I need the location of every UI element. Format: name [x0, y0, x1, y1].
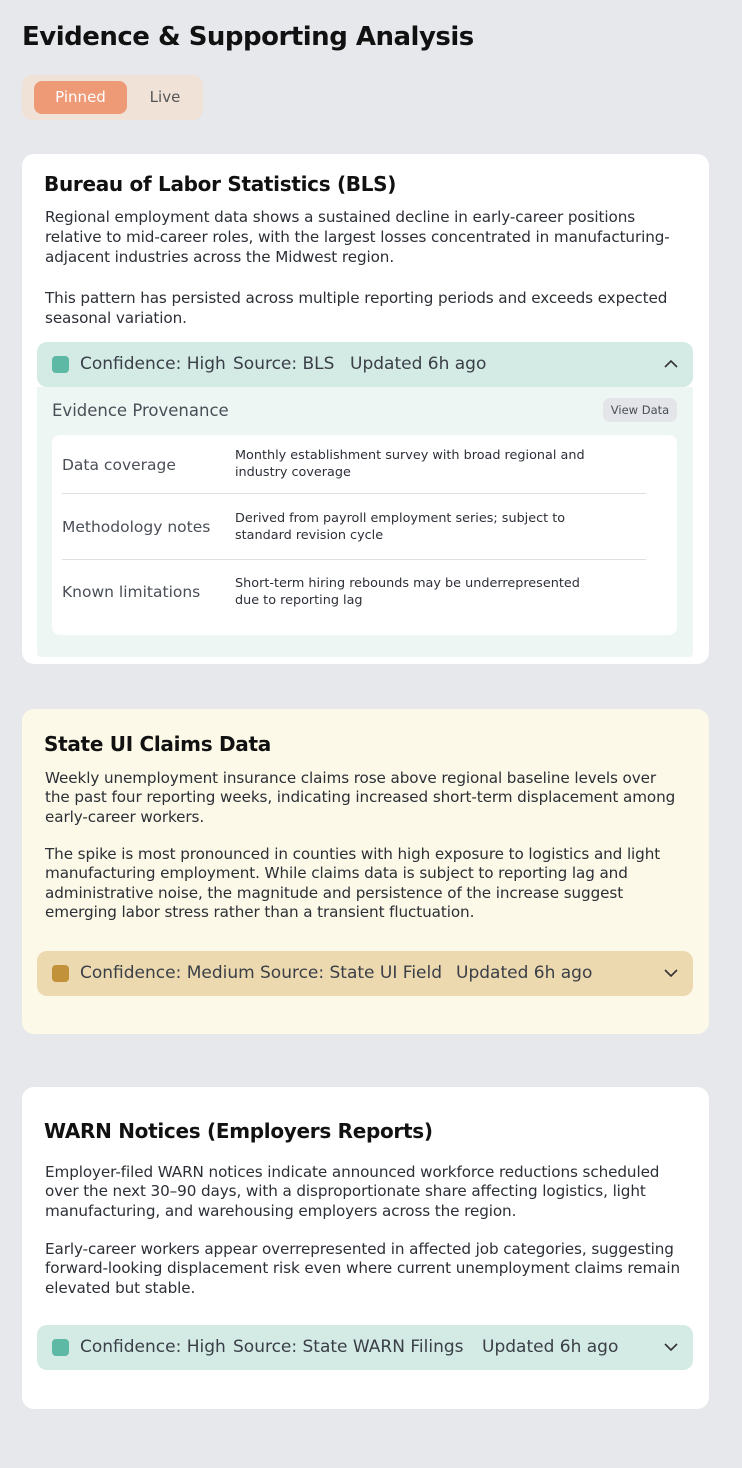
evidence-provenance-panel: [37, 387, 693, 657]
source-label: Source: BLS: [233, 354, 335, 374]
confidence-dot: [52, 1339, 69, 1356]
pinned-tab[interactable]: Pinned: [34, 81, 127, 114]
evidence-card-ui-claims: [22, 709, 709, 1034]
updated-label: Updated 6h ago: [482, 1337, 619, 1357]
provenance-label: Data coverage: [62, 456, 176, 474]
provenance-value: Monthly establishment survey with broad regional and industry coverage: [235, 448, 585, 480]
card-paragraph: The spike is most pronounced in counties with high exposure to logistics and light manufacturing employment. While claims data is subject to reporting lag and administrative noise, the magnitude and persistence of the increase suggest emerging labor stress rather than a transient fluctuation.: [45, 845, 661, 921]
confidence-bar[interactable]: [37, 1325, 693, 1370]
confidence-dot: [52, 965, 69, 982]
card-paragraph: Regional employment data shows a sustained decline in early-career positions relative to mid-career roles, with the largest losses concentrated in manufacturing-adjacent industries across the Midwest region.: [45, 208, 670, 266]
row-divider: [62, 559, 646, 560]
card-title: Bureau of Labor Statistics (BLS): [44, 172, 397, 196]
updated-label: Updated 6h ago: [350, 354, 487, 374]
chevron-down-icon[interactable]: [663, 965, 679, 981]
page-title: Evidence & Supporting Analysis: [22, 22, 474, 52]
provenance-label: Methodology notes: [62, 518, 211, 536]
evidence-card-bls: [22, 154, 709, 664]
card-paragraph: This pattern has persisted across multiple reporting periods and exceeds expected seasonal variation.: [45, 289, 668, 327]
provenance-table: [52, 435, 677, 635]
provenance-label: Known limitations: [62, 583, 201, 601]
card-title: WARN Notices (Employers Reports): [44, 1119, 433, 1143]
confidence-bar[interactable]: [37, 951, 693, 996]
chevron-up-icon[interactable]: [663, 356, 679, 372]
row-divider: [62, 493, 646, 494]
card-paragraph: Employer-filed WARN notices indicate announced workforce reductions scheduled over the next 30–90 days, with a disproportionate share affecting logistics, light manufacturing, and warehousing employers across the region.: [45, 1163, 660, 1220]
confidence-label: Confidence: High: [80, 354, 226, 374]
confidence-label: Confidence: Medium: [80, 963, 255, 983]
live-tab[interactable]: Live: [149, 88, 181, 106]
provenance-value: Derived from payroll employment series; subject to standard revision cycle: [235, 511, 566, 543]
chevron-down-icon[interactable]: [663, 1339, 679, 1355]
evidence-card-warn: [22, 1087, 709, 1409]
view-data-button[interactable]: View Data: [603, 398, 677, 422]
provenance-value: Short-term hiring rebounds may be underrepresented due to reporting lag: [235, 576, 580, 608]
provenance-title: Evidence Provenance: [52, 401, 229, 420]
confidence-label: Confidence: High: [80, 1337, 226, 1357]
card-paragraph: Weekly unemployment insurance claims rose above regional baseline levels over the past four reporting weeks, indicating increased short-term displacement among early-career workers.: [45, 769, 676, 826]
source-label: Source: State UI Field: [260, 963, 443, 983]
updated-label: Updated 6h ago: [456, 963, 593, 983]
card-paragraph: Early-career workers appear overrepresented in affected job categories, suggesting forward-looking displacement risk even where current unemployment claims remain elevated but stable.: [45, 1240, 681, 1297]
view-toggle: [22, 75, 203, 120]
confidence-dot: [52, 356, 69, 373]
source-label: Source: State WARN Filings: [233, 1337, 464, 1357]
card-title: State UI Claims Data: [44, 732, 271, 756]
confidence-bar[interactable]: [37, 342, 693, 387]
